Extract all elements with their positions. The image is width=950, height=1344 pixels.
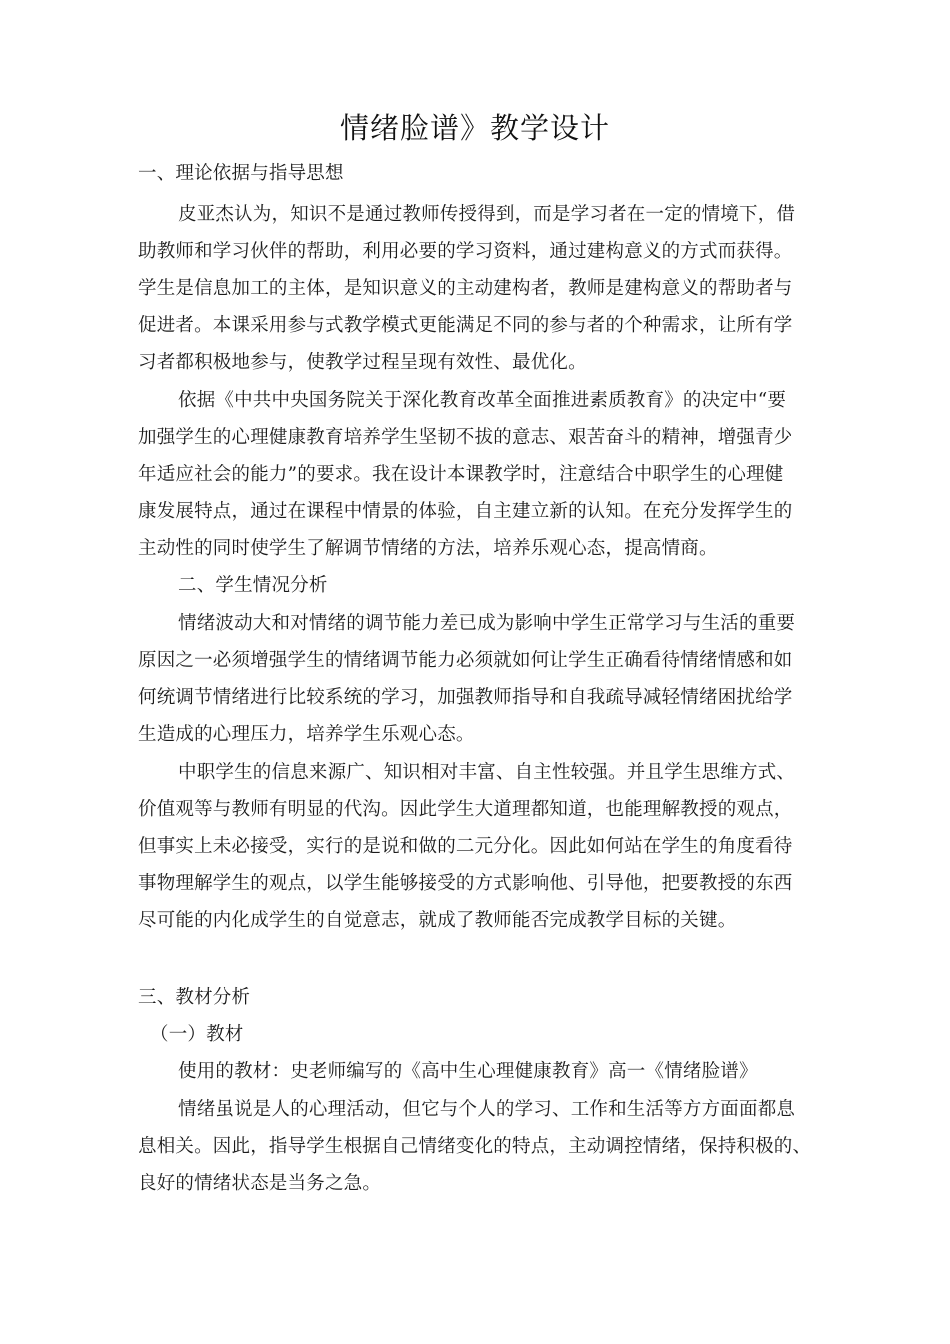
section-heading-theory: 一、理论依据与指导思想 xyxy=(138,163,344,184)
paragraph-line: 事物理解学生的观点，以学生能够接受的方式影响他、引导他，把要教授的东西 xyxy=(138,873,793,894)
section-heading-textbook: 三、教材分析 xyxy=(138,987,251,1008)
paragraph-line: 助教师和学习伙伴的帮助，利用必要的学习资料，通过建构意义的方式而获得。 xyxy=(138,241,793,262)
paragraph-line: 价值观等与教师有明显的代沟。因此学生大道理都知道，也能理解教授的观点， xyxy=(138,799,793,820)
paragraph-line: 中职学生的信息来源广、知识相对丰富、自主性较强。并且学生思维方式、 xyxy=(178,762,796,783)
paragraph-line: 何统调节情绪进行比较系统的学习，加强教师指导和自我疏导减轻情绪困扰给学 xyxy=(138,687,793,708)
paragraph-line: 使用的教材：史老师编写的《高中生心理健康教育》高一《情绪脸谱》 xyxy=(178,1061,758,1082)
paragraph-line: 学生是信息加工的主体，是知识意义的主动建构者，教师是建构意义的帮助者与 xyxy=(138,278,793,299)
section-heading-students: 二、学生情况分析 xyxy=(178,575,328,596)
paragraph-line: 康发展特点，通过在课程中情景的体验，自主建立新的认知。在充分发挥学生的 xyxy=(138,501,793,522)
subsection-heading-textbook: （一）教材 xyxy=(150,1024,244,1045)
paragraph-line: 情绪虽说是人的心理活动，但它与个人的学习、工作和生活等方方面面都息 xyxy=(178,1099,796,1120)
paragraph-line: 主动性的同时使学生了解调节情绪的方法，培养乐观心态，提高情商。 xyxy=(138,538,718,559)
document-title: 情绪脸谱》教学设计 xyxy=(339,111,610,145)
paragraph-line: 依据《中共中央国务院关于深化教育改革全面推进素质教育》的决定中“要 xyxy=(178,390,787,411)
paragraph-line: 尽可能的内化成学生的自觉意志，就成了教师能否完成教学目标的关键。 xyxy=(138,910,737,931)
paragraph-line: 原因之一必须增强学生的情绪调节能力必须就如何让学生正确看待情绪情感和如 xyxy=(138,650,793,671)
paragraph-line: 年适应社会的能力”的要求。我在设计本课教学时，注意结合中职学生的心理健 xyxy=(138,464,784,485)
paragraph-line: 生造成的心理压力，培养学生乐观心态。 xyxy=(138,724,475,745)
paragraph-line: 但事实上未必接受，实行的是说和做的二元分化。因此如何站在学生的角度看待 xyxy=(138,836,793,857)
paragraph-line: 加强学生的心理健康教育培养学生坚韧不拔的意志、艰苦奋斗的精神，增强青少 xyxy=(138,427,793,448)
paragraph-line: 促进者。本课采用参与式教学模式更能满足不同的参与者的个种需求，让所有学 xyxy=(138,315,793,336)
paragraph-line: 皮亚杰认为，知识不是通过教师传授得到，而是学习者在一定的情境下，借 xyxy=(178,204,796,225)
paragraph-line: 情绪波动大和对情绪的调节能力差已成为影响中学生正常学习与生活的重要 xyxy=(178,613,796,634)
paragraph-line: 息相关。因此，指导学生根据自己情绪变化的特点，主动调控情绪，保持积极的、 xyxy=(138,1136,812,1157)
paragraph-line: 良好的情绪状态是当务之急。 xyxy=(138,1173,382,1194)
paragraph-line: 习者都积极地参与，使教学过程呈现有效性、最优化。 xyxy=(138,352,587,373)
